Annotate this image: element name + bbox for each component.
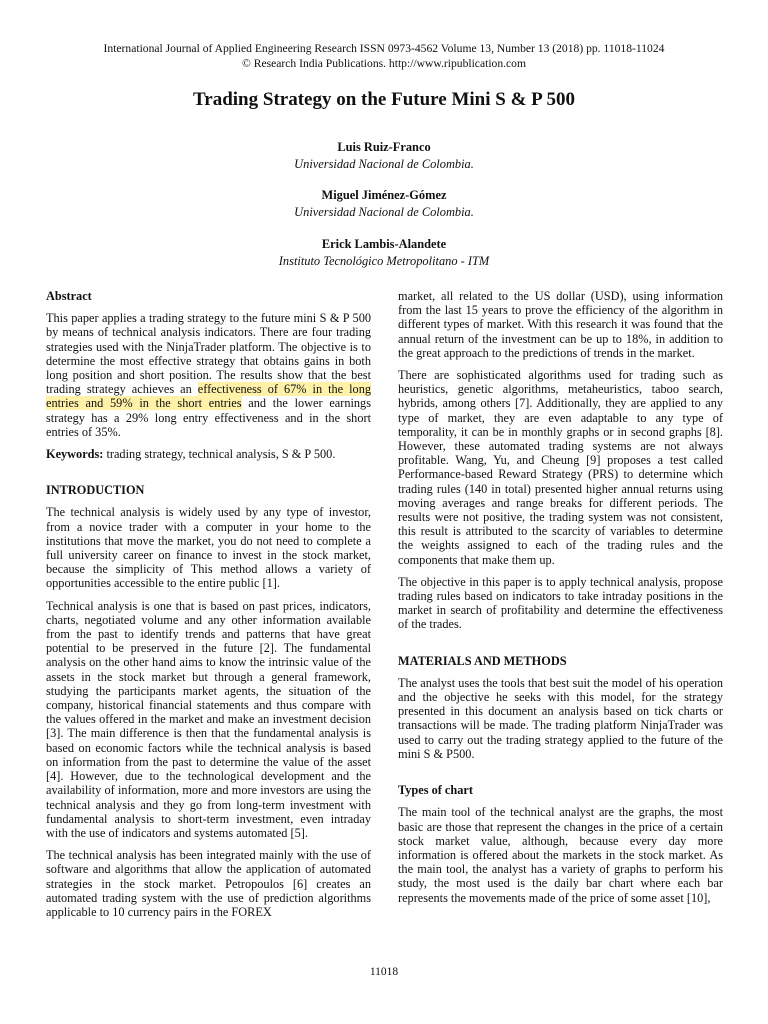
keywords: [46, 447, 371, 461]
right-paragraph-1: market, all related to the US dollar (USD), using information from the last 15 years to prove the efficiency of the algorithm in different types of market. With this research it was found that the annual return of the investment can be up to 18%, in addition to the great approach to the predictions of trends in the market.: [398, 289, 723, 360]
keywords-label: Keywords:: [46, 447, 104, 462]
journal-citation: International Journal of Applied Engineering Research ISSN 0973-4562 Volume 13, Number 13 (2018) pp. 11018-11024: [103, 42, 665, 55]
author-name: Erick Lambis-Alandete: [321, 237, 447, 251]
abstract-text-end: and the lower earnings strategy has a 29% long entry effectiveness and in the short entries of 35%.: [46, 396, 371, 439]
publisher-line: © Research India Publications. http://www.ripublication.com: [242, 57, 526, 70]
author-name: Miguel Jiménez-Gómez: [321, 188, 447, 202]
abstract-text-start: This paper applies a trading strategy to the future mini S & P 500 by means of technical analysis indicators. There are four trading strategies used with the NinjaTrader platform. The objective is to determine the most effective strategy that obtains gains in both long position and short position. The results show that the best trading strategy achieves an: [46, 311, 371, 397]
page-number: 11018: [369, 966, 399, 978]
paper-title: Trading Strategy on the Future Mini S & P 500: [193, 89, 575, 110]
types-of-chart-heading: Types of chart: [398, 783, 473, 798]
methods-heading: MATERIALS AND METHODS: [398, 653, 567, 668]
introduction-heading: INTRODUCTION: [46, 483, 145, 498]
intro-paragraph-2: Technical analysis is one that is based on past prices, indicators, charts, negotiated volume and any other information available from the past to identify trends and patterns that have great potential to be preserved in the future [2]. The fundamental analysis on the other hand aims to know the intrinsic value of the assets in the stock market but through a general framework, studying the participants market agents, the situation of the company, historical financial statements and thus compare with the values offered in the market and make an investment decision [3]. The main difference is then that the fundamental analysis is based on economic factors while the technical analysis is based on information from the past to determine the value of the asset [4]. However, due to the technological development and the availability of information, more and more investors are using the technical analysis and they go from long-term investment with fundamental analysis to short-term investment, even intraday with the use of indicators and systems automated [5].: [46, 598, 371, 840]
intro-paragraph-3: The technical analysis has been integrated mainly with the use of software and algorithms that allow the application of automated strategies in the stock market. Petropoulos [6] creates an automated trading system with the use of prediction algorithms applicable to 10 currency pairs in the FOREX: [46, 848, 371, 919]
author-block-3: [0, 236, 768, 270]
author-affiliation: Instituto Tecnológico Metropolitano - ITM: [278, 254, 490, 268]
left-column: [46, 289, 371, 927]
abstract-heading: Abstract: [46, 289, 92, 303]
keywords-text: trading strategy, technical analysis, S & P 500.: [103, 447, 336, 462]
methods-paragraph: The analyst uses the tools that best suit the model of his operation and the objective he seeks with this model, for the strategy presented in this document an analysis based on tick charts or transactions will be made. The trading platform NinjaTrader was used to carry out the trading strategy applied to the future of the mini S & P500.: [398, 675, 723, 761]
types-paragraph: The main tool of the technical analyst are the graphs, the most basic are those that represent the changes in the price of a certain stock market value, although, because every day more information is offered about the markets in the stock market. As the main tool, the analyst has a variety of graphs to perform his study, the most used is the daily bar chart where each bar represents the movements made of the price of some asset [10],: [398, 805, 723, 905]
highlighted-text: effectiveness of 67% in the long entries and 59% in the short entries: [46, 382, 371, 411]
author-block-2: [0, 187, 768, 221]
right-column: [398, 289, 723, 913]
author-name: Luis Ruiz-Franco: [337, 140, 431, 154]
author-block-1: [0, 139, 768, 173]
right-paragraph-3: The objective in this paper is to apply technical analysis, propose trading rules based on indicators to take intraday positions in the market in search of profitability and determine the effectiveness of the trades.: [398, 574, 723, 632]
author-affiliation: Universidad Nacional de Colombia.: [294, 157, 474, 171]
abstract-text: [46, 311, 371, 439]
author-affiliation: Universidad Nacional de Colombia.: [294, 205, 474, 219]
intro-paragraph-1: The technical analysis is widely used by any type of investor, from a novice trader with a computer in your home to the institutions that move the market, you do not need to complete a full university career on finance to invest in the stock market, because the simplicity of This method allows a variety of opportunities accessible to the entire public [1].: [46, 505, 371, 591]
journal-header: [0, 41, 768, 71]
right-paragraph-2: There are sophisticated algorithms used for trading such as heuristics, genetic algorithms, metaheuristics, taboo search, hybrids, among others [7]. Additionally, they are applied to any type of market, they are even adaptable to any type of temporality, it can be in monthly graphs or in second graphs [8]. However, these automated trading systems are not always profitable. Wang, Yu, and Cheung [9] proposes a test called Performance-based Reward Strategy (PRS) to determine which trading rules (140 in total) presented higher annual returns using moving averages and range breaks for different periods. The results were not positive, the trading system was not consistent, this result is attributed to the scarcity of variables to determine the weights assigned to each of the trading rules and the components that make them up.: [398, 368, 723, 567]
